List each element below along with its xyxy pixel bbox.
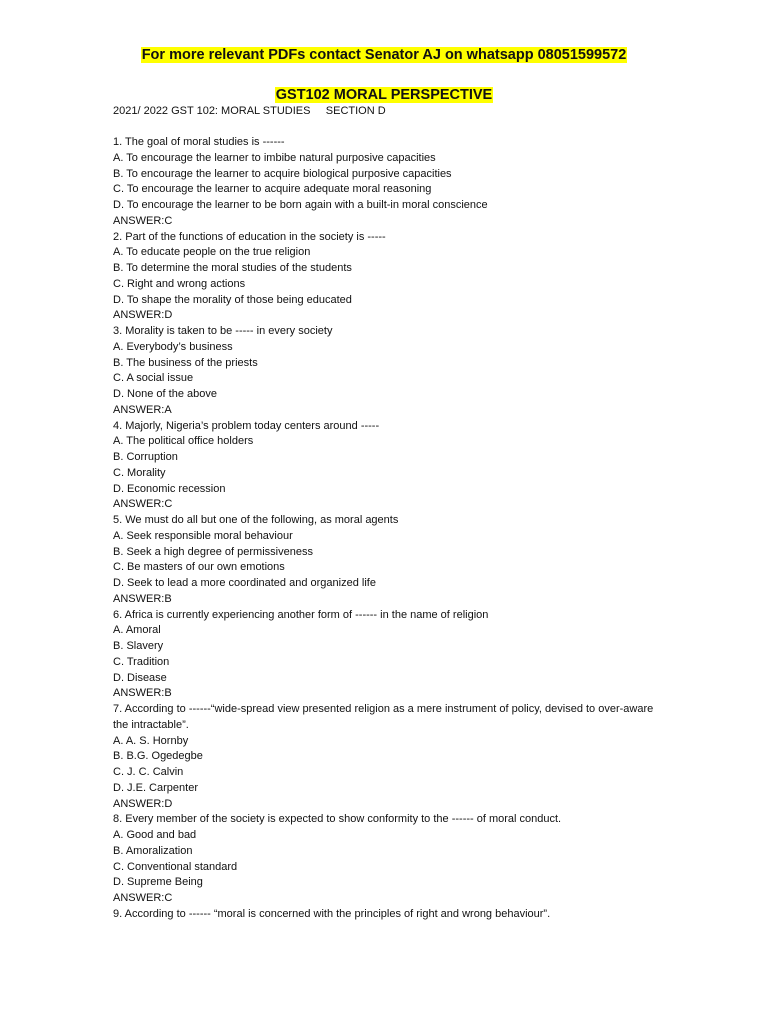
answer-key: ANSWER:C — [113, 892, 173, 904]
answer-option: C. Be masters of our own emotions — [113, 561, 285, 574]
answer-option: D. Seek to lead a more coordinated and organized life — [113, 577, 376, 589]
question-text: 1. The goal of moral studies is ------ — [113, 136, 285, 148]
question-text: 7. According to ------“wide-spread view presented religion as a mere instrument of policy, devised to over-aware the intractable”. — [113, 703, 654, 731]
question-text: 9. According to ------ “moral is concerned with the principles of right and wrong behaviour”. — [113, 907, 551, 920]
answer-key: ANSWER:B — [113, 687, 172, 700]
question-block — [113, 608, 658, 703]
answer-option: D. Supreme Being — [113, 876, 203, 889]
answer-key: ANSWER:B — [113, 592, 172, 605]
answer-option: B. To encourage the learner to acquire biological purposive capacities — [113, 167, 452, 180]
answer-option: A. The political office holders — [113, 435, 254, 448]
question-block — [113, 907, 658, 923]
answer-option: C. J. C. Calvin — [113, 766, 184, 778]
contact-banner — [0, 46, 768, 64]
answer-option: D. Economic recession — [113, 482, 226, 495]
answer-option: B. Amoralization — [113, 844, 193, 857]
answer-option: A. Seek responsible moral behaviour — [113, 529, 293, 542]
answer-option: D. To encourage the learner to be born again with a built-in moral conscience — [113, 199, 488, 211]
question-block — [113, 230, 658, 325]
question-text: 4. Majorly, Nigeria’s problem today centers around ----- — [113, 419, 380, 432]
answer-key: ANSWER:D — [113, 797, 173, 810]
document-title-text: GST102 MORAL PERSPECTIVE — [275, 87, 493, 103]
document-subtitle: 2021/ 2022 GST 102: MORAL STUDIES SECTION D — [113, 105, 386, 117]
answer-option: B. Slavery — [113, 640, 164, 652]
answer-option: C. Conventional standard — [113, 860, 238, 873]
answer-option: A. Amoral — [113, 624, 161, 637]
answer-key: ANSWER:C — [113, 498, 173, 511]
question-text: 5. We must do all but one of the following, as moral agents — [113, 514, 399, 526]
question-block — [113, 702, 658, 812]
question-text: 8. Every member of the society is expected to show conformity to the ------ of moral conduct. — [113, 813, 562, 826]
answer-option: B. The business of the priests — [113, 356, 258, 369]
answer-option: B. Seek a high degree of permissiveness — [113, 545, 313, 558]
answer-option: C. Morality — [113, 466, 166, 479]
answer-option: C. Tradition — [113, 655, 170, 668]
answer-option: B. Corruption — [113, 451, 178, 463]
answer-option: C. To encourage the learner to acquire adequate moral reasoning — [113, 183, 432, 196]
answer-option: B. B.G. Ogedegbe — [113, 750, 203, 763]
answer-key: ANSWER:D — [113, 309, 173, 322]
answer-option: C. Right and wrong actions — [113, 277, 246, 290]
question-text: 3. Morality is taken to be ----- in every society — [113, 325, 333, 337]
answer-key: ANSWER:C — [113, 214, 173, 227]
question-block — [113, 513, 658, 608]
answer-key: ANSWER:A — [113, 403, 172, 416]
answer-option: B. To determine the moral studies of the students — [113, 262, 352, 274]
answer-option: A. Good and bad — [113, 829, 197, 841]
answer-option: D. Disease — [113, 671, 167, 684]
answer-option: A. To encourage the learner to imbibe natural purposive capacities — [113, 151, 436, 164]
answer-option: A. To educate people on the true religion — [113, 246, 311, 259]
document-title — [0, 86, 768, 104]
answer-option: D. None of the above — [113, 388, 217, 400]
answer-option: D. To shape the morality of those being educated — [113, 293, 352, 306]
contact-banner-text: For more relevant PDFs contact Senator AJ on whatsapp 08051599572 — [141, 47, 627, 63]
question-block — [113, 419, 658, 514]
answer-option: A. A. S. Hornby — [113, 734, 189, 747]
question-block — [113, 135, 658, 230]
question-list — [113, 135, 658, 923]
answer-option: D. J.E. Carpenter — [113, 781, 198, 794]
answer-option: A. Everybody’s business — [113, 340, 233, 353]
question-text: 6. Africa is currently experiencing another form of ------ in the name of religion — [113, 608, 489, 621]
question-text: 2. Part of the functions of education in the society is ----- — [113, 230, 386, 243]
question-block — [113, 324, 658, 419]
answer-option: C. A social issue — [113, 372, 194, 385]
question-block — [113, 812, 658, 907]
